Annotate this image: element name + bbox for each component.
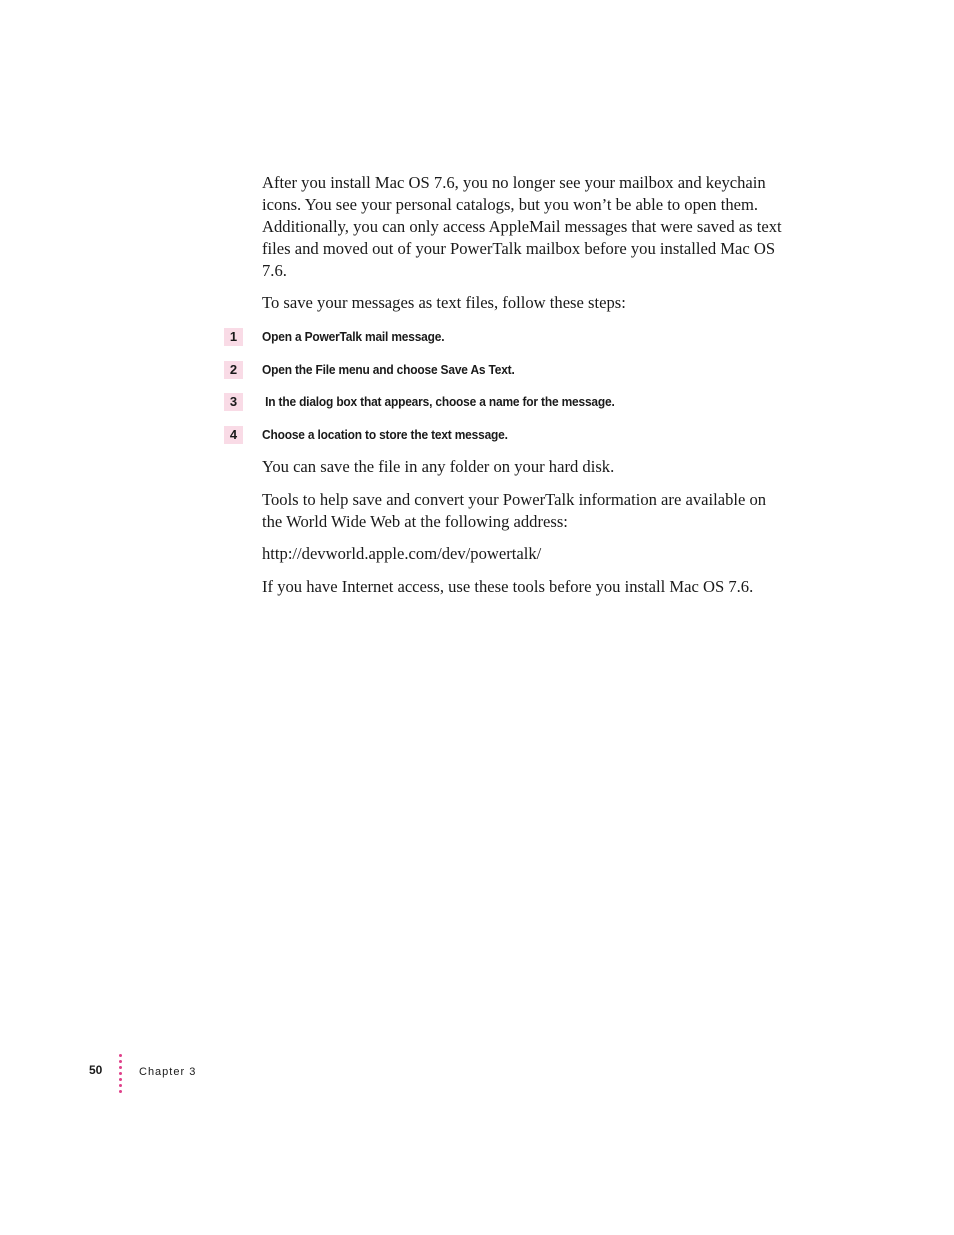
step-item bbox=[224, 328, 824, 346]
footer-dot-divider bbox=[119, 1054, 123, 1094]
steps-intro: To save your messages as text files, follow these steps: bbox=[262, 293, 626, 312]
step-text: Open a PowerTalk mail message. bbox=[262, 329, 445, 344]
step-number-badge: 3 bbox=[224, 393, 243, 411]
tools-paragraph: Tools to help save and convert your PowerTalk information are available on the World Wide Web at the following address: bbox=[262, 490, 767, 531]
step-number-badge: 4 bbox=[224, 426, 243, 444]
step-text: Open the File menu and choose Save As Text. bbox=[262, 362, 515, 377]
intro-paragraph: After you install Mac OS 7.6, you no longer see your mailbox and keychain icons. You see your personal catalogs, but you won’t be able to open them. Additionally, you can only access AppleMail messages that were saved as text files and moved out of your PowerTalk mailbox before you installed Mac OS 7.6. bbox=[262, 173, 782, 280]
step-item bbox=[224, 361, 824, 379]
step-text: Choose a location to store the text message. bbox=[262, 427, 508, 442]
step-number-badge: 1 bbox=[224, 328, 243, 346]
step-item bbox=[224, 393, 824, 411]
url-text: http://devworld.apple.com/dev/powertalk/ bbox=[262, 544, 542, 563]
step-item bbox=[224, 426, 824, 444]
step-number-badge: 2 bbox=[224, 361, 243, 379]
save-note: You can save the file in any folder on your hard disk. bbox=[262, 457, 615, 476]
step-text: In the dialog box that appears, choose a name for the message. bbox=[262, 394, 615, 409]
closing-paragraph: If you have Internet access, use these tools before you install Mac OS 7.6. bbox=[262, 577, 754, 596]
chapter-label: Chapter 3 bbox=[139, 1066, 197, 1078]
page-number: 50 bbox=[89, 1063, 103, 1077]
